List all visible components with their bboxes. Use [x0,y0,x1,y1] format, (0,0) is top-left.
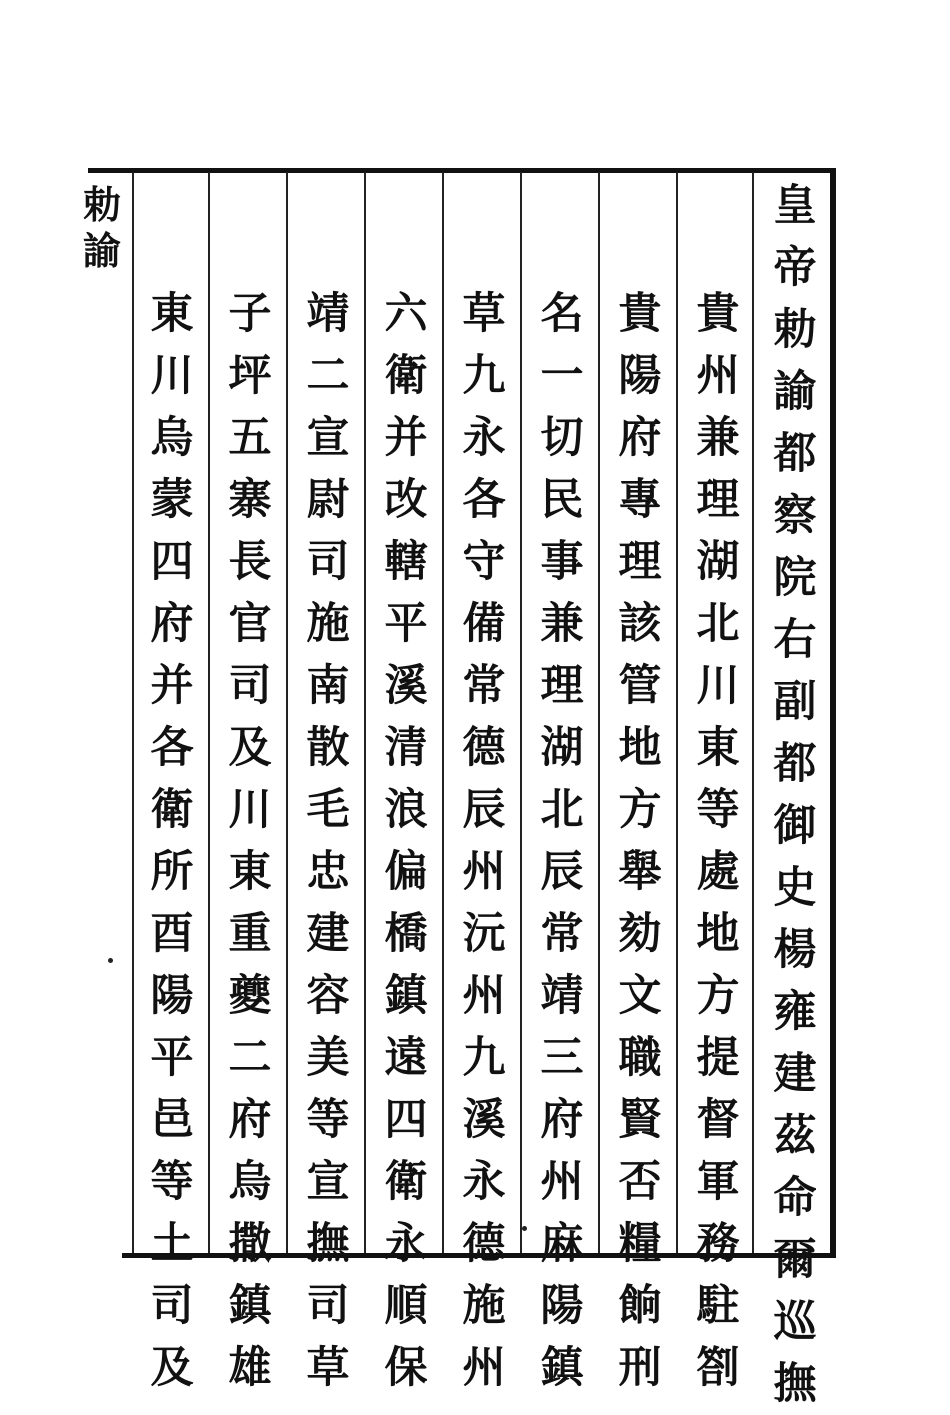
character: 茲 [773,1111,817,1161]
character: 長 [228,537,272,587]
column-rule [676,172,678,1253]
column-rule [132,172,134,1253]
column-rule [364,172,366,1253]
character: 撒 [228,1219,272,1269]
character: 川 [696,661,740,711]
character: 都 [773,739,817,789]
character: 貴 [696,289,740,339]
character: 及 [150,1343,194,1393]
character: 帝 [773,243,817,293]
character: 永 [384,1219,428,1269]
character: 容 [306,971,350,1021]
character: 撫 [306,1219,350,1269]
column-rule [286,172,288,1253]
character: 遠 [384,1033,428,1083]
character: 楊 [773,925,817,975]
character: 勅 [773,305,817,355]
character: 德 [462,1219,506,1269]
character: 駐 [696,1281,740,1331]
character: 貴 [618,289,662,339]
character: 府 [618,413,662,463]
character: 史 [773,863,817,913]
character: 靖 [540,971,584,1021]
character: 專 [618,475,662,525]
character: 兼 [540,599,584,649]
character: 副 [773,677,817,727]
character: 命 [773,1173,817,1223]
character: 子 [228,289,272,339]
character: 川 [228,785,272,835]
character: 四 [150,537,194,587]
character: 烏 [228,1157,272,1207]
character: 辰 [540,847,584,897]
character: 川 [150,351,194,401]
character: 職 [618,1033,662,1083]
character: 常 [462,661,506,711]
character: 常 [540,909,584,959]
text-column [683,283,753,1399]
character: 衛 [384,351,428,401]
character: 三 [540,1033,584,1083]
column-rule [208,172,210,1253]
character: 轄 [384,537,428,587]
character: 溪 [384,661,428,711]
character: 理 [540,661,584,711]
character: 九 [462,351,506,401]
character: 麻 [540,1219,584,1269]
character: 否 [618,1157,662,1207]
character: 東 [150,289,194,339]
character: 鎮 [540,1343,584,1393]
character: 東 [696,723,740,773]
character: 督 [696,1095,740,1145]
character: 衛 [150,785,194,835]
character: 宣 [306,413,350,463]
character: 保 [384,1343,428,1393]
character: 施 [462,1281,506,1331]
character: 酉 [150,909,194,959]
text-column [371,283,441,1399]
character: 并 [384,413,428,463]
character: 散 [306,723,350,773]
character: 靖 [306,289,350,339]
character: 御 [773,801,817,851]
character: 方 [618,785,662,835]
character: 二 [306,351,350,401]
character: 一 [540,351,584,401]
character: 賢 [618,1095,662,1145]
character: 沅 [462,909,506,959]
character: 劄 [696,1343,740,1393]
character: 六 [384,289,428,339]
character: 東 [228,847,272,897]
character: 寨 [228,475,272,525]
character: 司 [150,1281,194,1331]
text-column [760,175,830,1415]
character: 雍 [773,987,817,1037]
character: 司 [306,1281,350,1331]
character: 北 [540,785,584,835]
character: 美 [306,1033,350,1083]
character: 夔 [228,971,272,1021]
character: 劾 [618,909,662,959]
character: 九 [462,1033,506,1083]
character: 州 [462,971,506,1021]
character: 草 [462,289,506,339]
character: 四 [384,1095,428,1145]
character: 永 [462,1157,506,1207]
character: 州 [696,351,740,401]
character: 理 [696,475,740,525]
side-label [80,182,124,274]
character: 方 [696,971,740,1021]
character: 州 [540,1157,584,1207]
character: 五 [228,413,272,463]
character: 土 [150,1219,194,1269]
character: 都 [773,429,817,479]
character: 草 [306,1343,350,1393]
character: 切 [540,413,584,463]
character: 建 [306,909,350,959]
character: 勅 [82,182,121,227]
character: 管 [618,661,662,711]
character: 偏 [384,847,428,897]
character: 舉 [618,847,662,897]
column-rule [442,172,444,1253]
character: 右 [773,615,817,665]
text-column [137,283,207,1399]
character: 等 [696,785,740,835]
character: 尉 [306,475,350,525]
character: 兼 [696,413,740,463]
character: 府 [540,1095,584,1145]
character: 軍 [696,1157,740,1207]
character: 民 [540,475,584,525]
column-rule [598,172,600,1253]
character: 并 [150,661,194,711]
character: 烏 [150,413,194,463]
character: 鎮 [228,1281,272,1331]
character: 各 [462,475,506,525]
margin-top-rule [88,168,126,173]
character: 事 [540,537,584,587]
character: 鎮 [384,971,428,1021]
character: 坪 [228,351,272,401]
character: 南 [306,661,350,711]
character: 順 [384,1281,428,1331]
character: 湖 [696,537,740,587]
character: 皇 [773,181,817,231]
text-column [449,283,519,1399]
character: 諭 [82,228,121,273]
character: 諭 [773,367,817,417]
character: 蒙 [150,475,194,525]
character: 地 [618,723,662,773]
character: 宣 [306,1157,350,1207]
character: 溪 [462,1095,506,1145]
character: 爾 [773,1235,817,1285]
character: 改 [384,475,428,525]
character: 重 [228,909,272,959]
character: 地 [696,909,740,959]
character: 守 [462,537,506,587]
character: 處 [696,847,740,897]
character: 司 [228,661,272,711]
character: 衛 [384,1157,428,1207]
character: 邑 [150,1095,194,1145]
character: 永 [462,413,506,463]
character: 忠 [306,847,350,897]
character: 北 [696,599,740,649]
character: 湖 [540,723,584,773]
character: 刑 [618,1343,662,1393]
character: 平 [384,599,428,649]
character: 餉 [618,1281,662,1331]
character: 清 [384,723,428,773]
text-column [605,283,675,1399]
character: 巡 [773,1297,817,1347]
character: 察 [773,491,817,541]
character: 州 [462,1343,506,1393]
character: 橋 [384,909,428,959]
character: 德 [462,723,506,773]
character: 陽 [618,351,662,401]
character: 浪 [384,785,428,835]
text-column [215,283,285,1399]
character: 各 [150,723,194,773]
character: 提 [696,1033,740,1083]
character: 平 [150,1033,194,1083]
column-rule [520,172,522,1253]
character: 該 [618,599,662,649]
character: 及 [228,723,272,773]
ink-speck [522,1226,527,1231]
character: 雄 [228,1343,272,1393]
character: 糧 [618,1219,662,1269]
character: 州 [462,847,506,897]
character: 務 [696,1219,740,1269]
character: 陽 [540,1281,584,1331]
ink-speck [108,958,113,963]
character: 府 [150,599,194,649]
character: 建 [773,1049,817,1099]
character: 毛 [306,785,350,835]
character: 文 [618,971,662,1021]
character: 陽 [150,971,194,1021]
character: 官 [228,599,272,649]
character: 理 [618,537,662,587]
text-column [293,283,363,1399]
character: 辰 [462,785,506,835]
character: 施 [306,599,350,649]
character: 等 [150,1157,194,1207]
character: 所 [150,847,194,897]
character: 撫 [773,1359,817,1409]
character: 二 [228,1033,272,1083]
character: 司 [306,537,350,587]
character: 等 [306,1095,350,1145]
character: 府 [228,1095,272,1145]
character: 院 [773,553,817,603]
character: 名 [540,289,584,339]
text-column [527,283,597,1399]
character: 備 [462,599,506,649]
